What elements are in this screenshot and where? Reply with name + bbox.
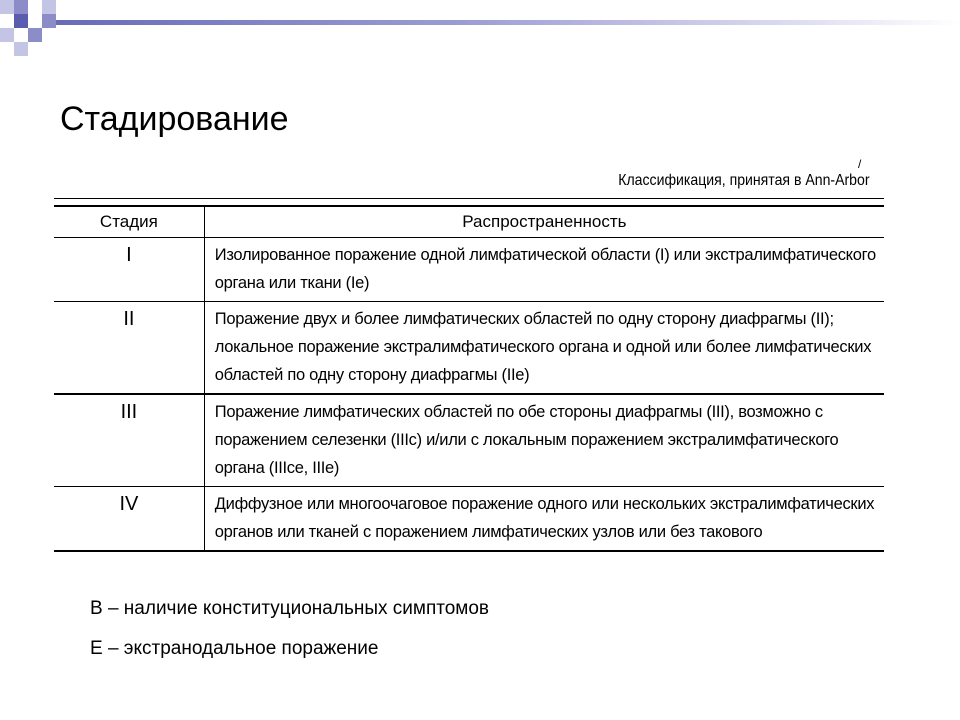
description-cell: Поражение двух и более лимфатических областей по одну сторону диафрагмы (II); локальное поражение экстралимфатического органа и одной или более лимфатических областей по одну сторону диафрагмы (IIe)	[204, 302, 884, 395]
table-header-row	[54, 206, 884, 238]
top-gradient-bar	[56, 20, 960, 25]
deco-square	[42, 14, 56, 28]
description-cell: Изолированное поражение одной лимфатической области (I) или экстралимфатического органа или ткани (Ie)	[204, 238, 884, 302]
table-row	[54, 302, 884, 395]
deco-square	[42, 0, 56, 14]
stage-cell: III	[54, 394, 204, 487]
table-row	[54, 394, 884, 487]
stage-cell: IV	[54, 487, 204, 552]
description-cell: Поражение лимфатических областей по обе стороны диафрагмы (III), возможно с поражением селезенки (IIIс) и/или с локальным поражением экстралимфатического органа (IIIce, IIIe)	[204, 394, 884, 487]
header-spread: Распространенность	[204, 206, 884, 238]
caption-divider	[54, 198, 884, 199]
deco-square	[14, 0, 28, 14]
description-cell: Диффузное или многоочаговое поражение одного или нескольких экстралимфатических органов или тканей с поражением лимфатических узлов или без такового	[204, 487, 884, 552]
header-stage: Стадия	[54, 206, 204, 238]
stage-cell: I	[54, 238, 204, 302]
caption-mark: /	[858, 157, 862, 171]
legend-e-extranodal: Е – экстранодальное поражение	[90, 638, 379, 659]
deco-square	[0, 28, 14, 42]
deco-square	[14, 14, 28, 28]
slide-title: Стадирование	[60, 100, 289, 138]
deco-square	[28, 28, 42, 42]
deco-square	[0, 0, 14, 14]
deco-square	[14, 42, 28, 56]
stage-cell: II	[54, 302, 204, 395]
table-caption: Классификация, принятая в Ann-Arbor	[618, 172, 870, 189]
staging-table	[54, 205, 884, 552]
table-row	[54, 238, 884, 302]
legend-b-symptoms: В – наличие конституциональных симптомов	[90, 598, 490, 619]
table-row	[54, 487, 884, 552]
